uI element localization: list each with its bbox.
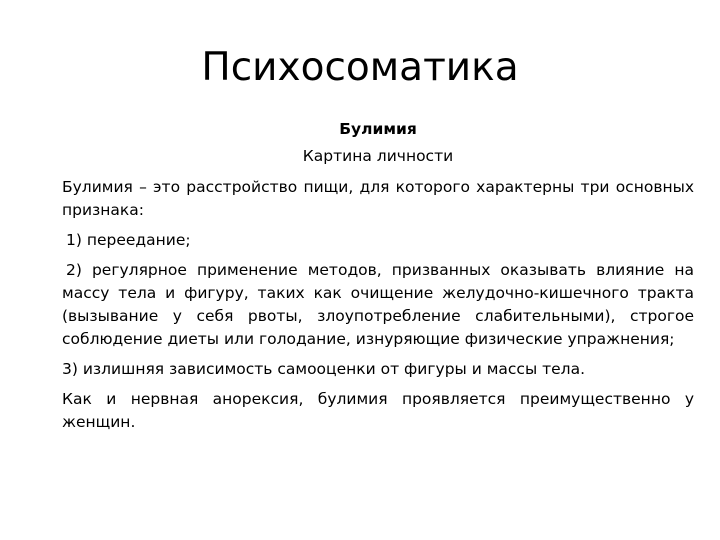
- slide-title: Психосоматика: [201, 45, 519, 90]
- paragraph-sign-2: 2) регулярное применение методов, призванных оказывать влияние на массу тела и фигуру, таких как очищение желудочно-кишечного тракта (вызывание у себя рвоты, злоупотребление слабительными), строгое соблюдение диеты или голодание, изнуряющие физические упражнения;: [62, 261, 694, 348]
- slide-content: [62, 118, 694, 441]
- paragraph-definition: Булимия – это расстройство пищи, для которого характерны три основных признака:: [62, 178, 694, 219]
- paragraph-sign-1: 1) переедание;: [66, 231, 191, 249]
- subheading: Булимия: [339, 120, 417, 138]
- paragraph-conclusion: Как и нервная анорексия, булимия проявляется преимущественно у женщин.: [62, 390, 694, 431]
- paragraph-sign-3: 3) излишняя зависимость самооценки от фигуры и массы тела.: [62, 360, 586, 378]
- subsubheading: Картина личности: [302, 147, 454, 165]
